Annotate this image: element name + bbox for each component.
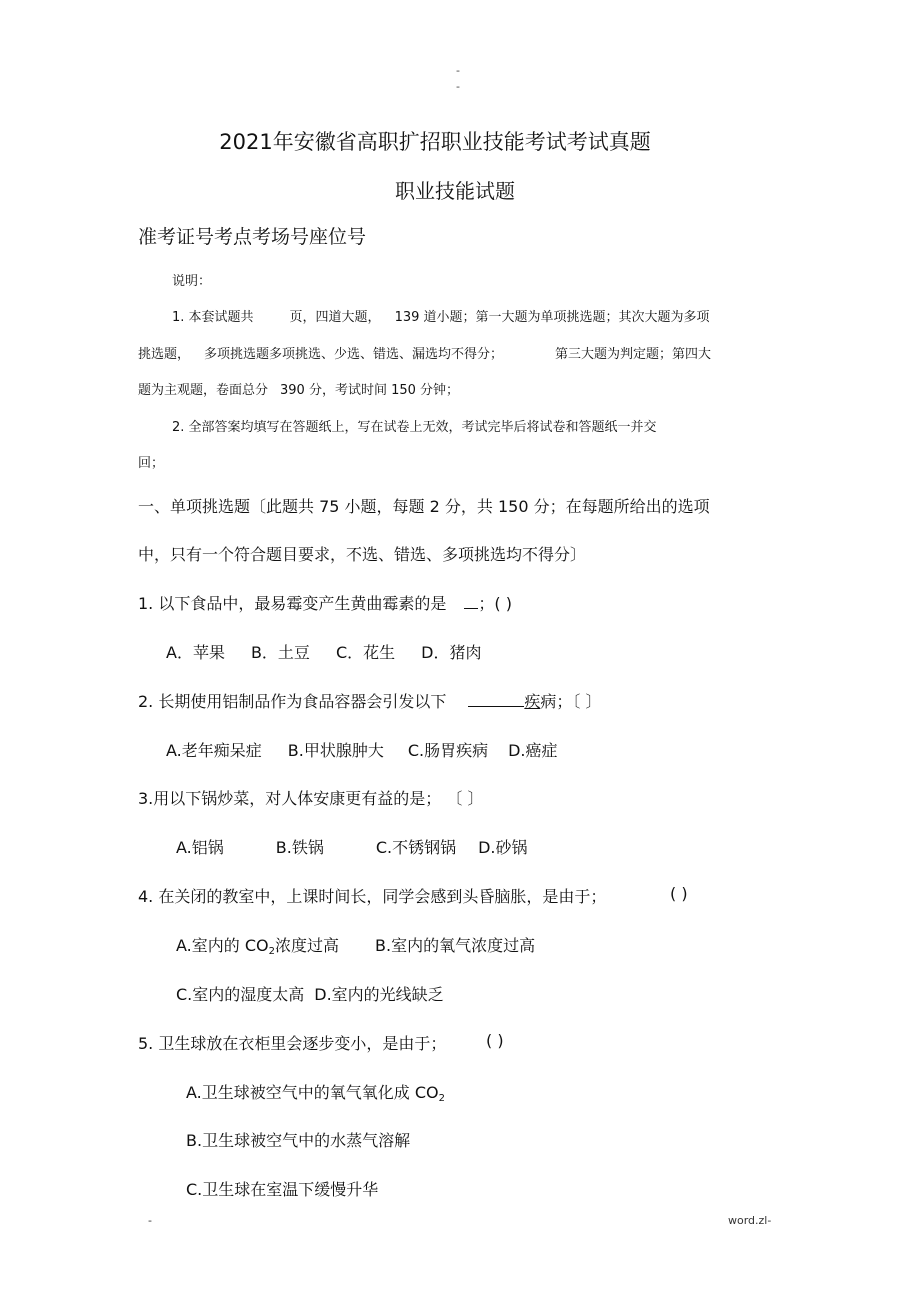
question-1-stem	[138, 591, 512, 614]
question-2-option-a: A.老年痴呆症	[166, 741, 262, 760]
question-5-option-a-line	[186, 1080, 445, 1104]
page-title: 2021年安徽省高职扩招职业技能考试考试真题	[219, 130, 651, 154]
instruction-1-line-3-b: 390 分，考试时间 150 分钟；	[280, 383, 460, 398]
question-3-option-a: A.铝锅	[176, 838, 224, 857]
exam-info-line: 准考证号考点考场号座位号	[138, 226, 367, 248]
question-3-option-b: B.铁锅	[275, 838, 324, 857]
question-1-option-a: A．苹果	[166, 643, 225, 662]
header-mark-bottom: -	[456, 80, 460, 93]
question-4-options-row-1	[176, 933, 535, 957]
question-4-options-row-2	[176, 982, 444, 1005]
instruction-1-line-2-b: 多项挑选题多项挑选、少选、错选、漏选均不得分；	[204, 347, 504, 362]
question-3-options	[176, 835, 528, 858]
page-subtitle: 职业技能试题	[395, 179, 515, 203]
question-2-blank-text: 疾	[524, 692, 541, 711]
instruction-1-line-1	[172, 306, 710, 325]
question-4-paren: ( )	[670, 884, 688, 903]
instruction-1-line-3-a: 题为主观题，卷面总分	[138, 383, 269, 398]
question-5-option-b: B.卫生球被空气中的水蒸气溶解	[186, 1131, 411, 1150]
question-2-option-d: D.癌症	[508, 741, 558, 760]
footer-right-text: word.zl-	[728, 1214, 772, 1227]
question-5-option-a: A.卫生球被空气中的氧气氧化成 CO	[186, 1083, 439, 1102]
question-2-option-c: C.肠胃疾病	[407, 741, 489, 760]
instruction-1-line-3	[138, 379, 459, 398]
question-3-stem: 3.用以下锅炒菜，对人体安康更有益的是； 〔 〕	[138, 789, 484, 808]
question-2-tail: 病；〔 〕	[540, 692, 602, 711]
question-4-option-a-subscript: 2	[268, 946, 275, 957]
question-5-paren: ( )	[486, 1031, 504, 1050]
instruction-1-line-2	[138, 343, 711, 362]
instruction-1-part-b: 页，四道大题，	[289, 310, 381, 325]
question-2-options	[166, 738, 558, 761]
question-1-option-b: B．土豆	[250, 643, 310, 662]
question-1-tail: ；( )	[478, 594, 512, 613]
instruction-1-line-2-a: 挑选题，	[138, 347, 191, 362]
question-5-option-c: C.卫生球在室温下缓慢升华	[186, 1180, 379, 1199]
instruction-1-part-c: 139 道小题；第一大题为单项挑选题；其次大题为多项	[394, 310, 710, 325]
question-1-option-d: D．猪肉	[421, 643, 482, 662]
question-1-options	[166, 640, 481, 663]
question-2-option-b: B.甲状腺肿大	[287, 741, 384, 760]
question-4-option-a: A.室内的 CO	[176, 936, 269, 955]
instructions-heading: 说明：	[172, 274, 212, 289]
question-3-option-c: C.不锈钢锅	[375, 838, 457, 857]
question-4-option-c: C.室内的湿度太高	[176, 985, 305, 1004]
instruction-1-part-a: 1. 本套试题共	[172, 310, 254, 325]
question-2-blank	[468, 692, 524, 707]
question-4-stem: 4. 在关闭的教室中，上课时间长，同学会感到头昏脑胀，是由于；	[138, 887, 607, 906]
question-5-option-a-subscript: 2	[438, 1093, 445, 1104]
instruction-1-line-2-c: 第三大题为判定题；第四大	[555, 347, 712, 362]
question-2-stem	[138, 689, 601, 712]
question-4-option-b: B.室内的氧气浓度过高	[375, 936, 536, 955]
header-mark-top: -	[456, 64, 460, 77]
question-2-text: 2. 长期使用铝制品作为食品容器会引发以下	[138, 692, 447, 711]
question-1-option-c: C．花生	[335, 643, 396, 662]
question-1-text: 1. 以下食品中，最易霉变产生黄曲霉素的是	[138, 594, 447, 613]
section-1-heading-line-1: 一、单项挑选题〔此题共 75 小题，每题 2 分，共 150 分；在每题所给出的选项	[138, 497, 710, 516]
footer-left-mark: -	[148, 1214, 152, 1227]
question-4-option-d: D.室内的光线缺乏	[314, 985, 444, 1004]
question-1-blank	[464, 594, 478, 609]
question-4-option-a-tail: 浓度过高	[274, 936, 339, 955]
section-1-heading-line-2: 中，只有一个符合题目要求，不选、错选、多项挑选均不得分〕	[138, 545, 587, 564]
question-5-stem: 5. 卫生球放在衣柜里会逐步变小，是由于；	[138, 1034, 447, 1053]
instruction-2-line-1: 2. 全部答案均填写在答题纸上，写在试卷上无效，考试完毕后将试卷和答题纸一并交	[172, 420, 657, 435]
question-3-option-d: D.砂锅	[478, 838, 528, 857]
instruction-2-line-2: 回；	[138, 456, 165, 471]
